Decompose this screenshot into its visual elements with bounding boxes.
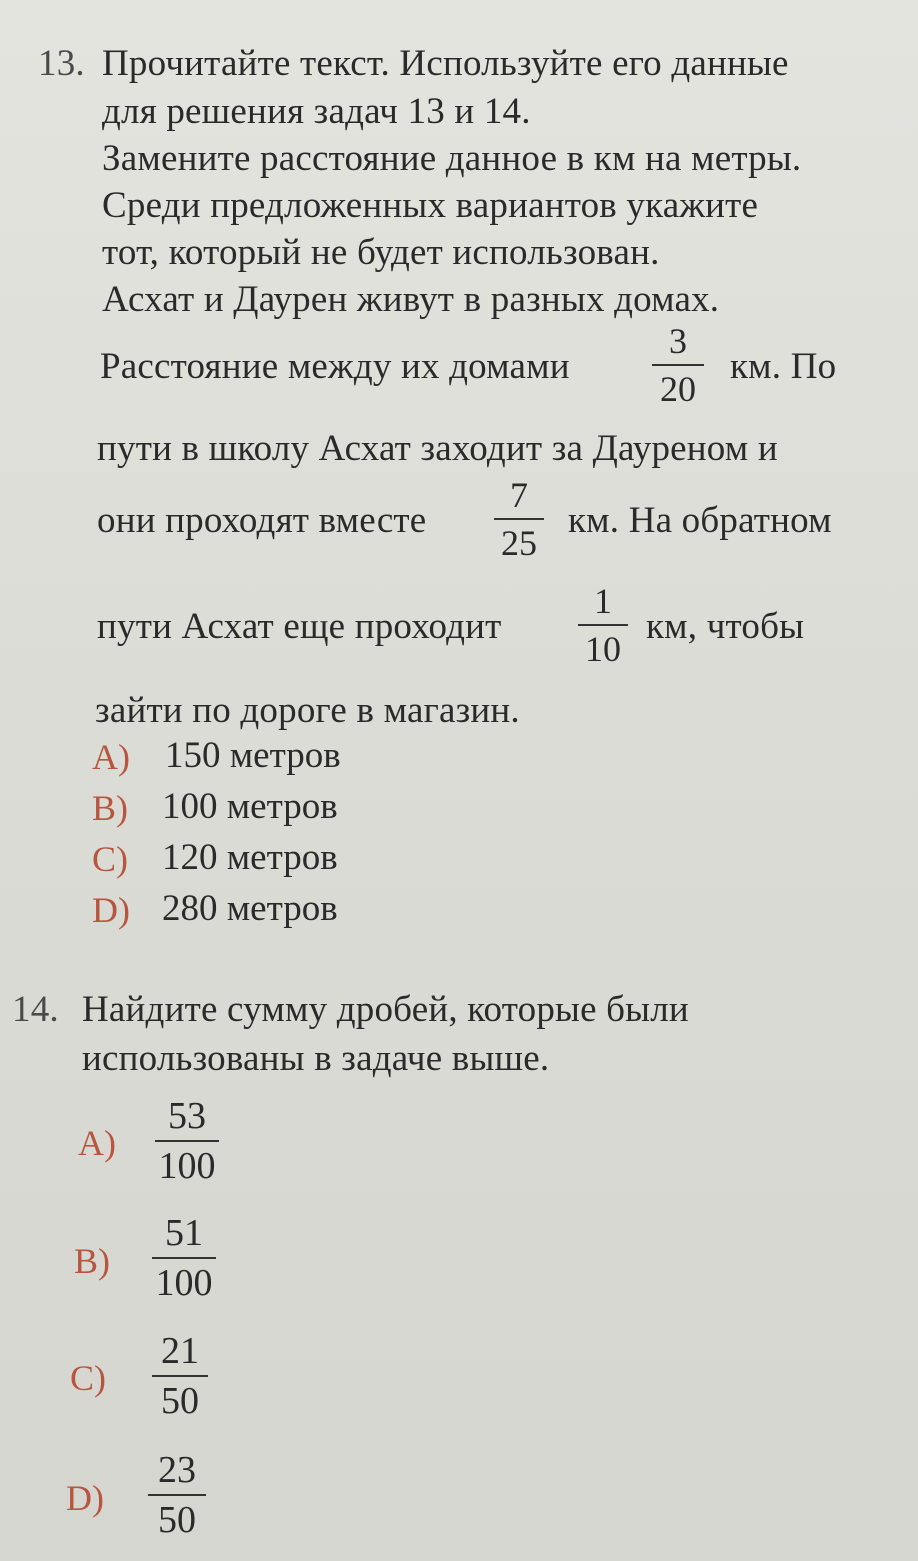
problem-13-together-unit: км. На обратном [568, 500, 832, 541]
option-14-b-fraction[interactable] [152, 1213, 216, 1303]
option-14-c-fraction[interactable] [152, 1331, 208, 1421]
option-13-b-text[interactable]: 100 метров [162, 786, 338, 827]
option-14-b-letter[interactable]: B) [74, 1241, 110, 1281]
fraction-numerator: 7 [510, 475, 528, 515]
problem-13-line-last: зайти по дороге в магазин. [95, 690, 520, 731]
problem-13-line-4: Среди предложенных вариантов укажите [102, 185, 759, 226]
problem-13-line-6: Асхат и Даурен живут в разных домах. [102, 279, 720, 320]
fraction-denominator: 25 [501, 523, 537, 563]
problem-13-distance-unit: км. По [730, 346, 837, 387]
fraction-7-25 [494, 476, 544, 562]
problem-14-number: 14. [12, 989, 59, 1030]
problem-13-line-8: пути в школу Асхат заходит за Дауреном и [97, 428, 778, 469]
option-13-a-letter[interactable]: A) [92, 737, 130, 777]
problem-13-line-1: Прочитайте текст. Используйте его данные [102, 43, 789, 84]
problem-13-distance-text: Расстояние между их домами [100, 346, 570, 387]
fraction-numerator: 1 [594, 581, 612, 621]
option-13-c-letter[interactable]: C) [92, 839, 128, 879]
fraction-denominator: 100 [155, 1262, 213, 1304]
fraction-3-20 [652, 322, 704, 408]
problem-13-return-unit: км, чтобы [646, 606, 805, 647]
problem-13-together-text: они проходят вместе [97, 500, 427, 541]
fraction-numerator: 21 [161, 1330, 199, 1372]
fraction-denominator: 50 [161, 1380, 199, 1422]
option-13-c-text[interactable]: 120 метров [162, 837, 338, 878]
option-14-a-fraction[interactable] [155, 1096, 219, 1186]
fraction-numerator: 23 [158, 1449, 196, 1491]
problem-13-number: 13. [38, 43, 85, 84]
fraction-denominator: 50 [158, 1499, 196, 1541]
option-14-d-fraction[interactable] [148, 1450, 206, 1540]
problem-13-return-text: пути Асхат еще проходит [97, 606, 502, 647]
option-14-a-letter[interactable]: A) [78, 1123, 116, 1163]
option-13-d-letter[interactable]: D) [92, 890, 130, 930]
fraction-denominator: 100 [158, 1145, 216, 1187]
option-13-a-text[interactable]: 150 метров [165, 735, 341, 776]
fraction-denominator: 10 [585, 629, 621, 669]
option-13-d-text[interactable]: 280 метров [162, 888, 338, 929]
option-14-d-letter[interactable]: D) [66, 1478, 104, 1518]
fraction-1-10 [578, 582, 628, 668]
fraction-numerator: 53 [168, 1095, 206, 1137]
fraction-denominator: 20 [660, 369, 696, 409]
option-14-c-letter[interactable]: C) [70, 1358, 106, 1398]
option-13-b-letter[interactable]: B) [92, 788, 128, 828]
problem-13-line-2: для решения задач 13 и 14. [102, 91, 531, 132]
fraction-numerator: 3 [669, 321, 687, 361]
fraction-numerator: 51 [165, 1212, 203, 1254]
problem-13-line-3: Замените расстояние данное в км на метры. [102, 138, 802, 179]
problem-13-line-5: тот, который не будет использован. [102, 232, 660, 273]
problem-14-line-1: Найдите сумму дробей, которые были [82, 989, 689, 1030]
problem-14-line-2: использованы в задаче выше. [82, 1038, 550, 1079]
